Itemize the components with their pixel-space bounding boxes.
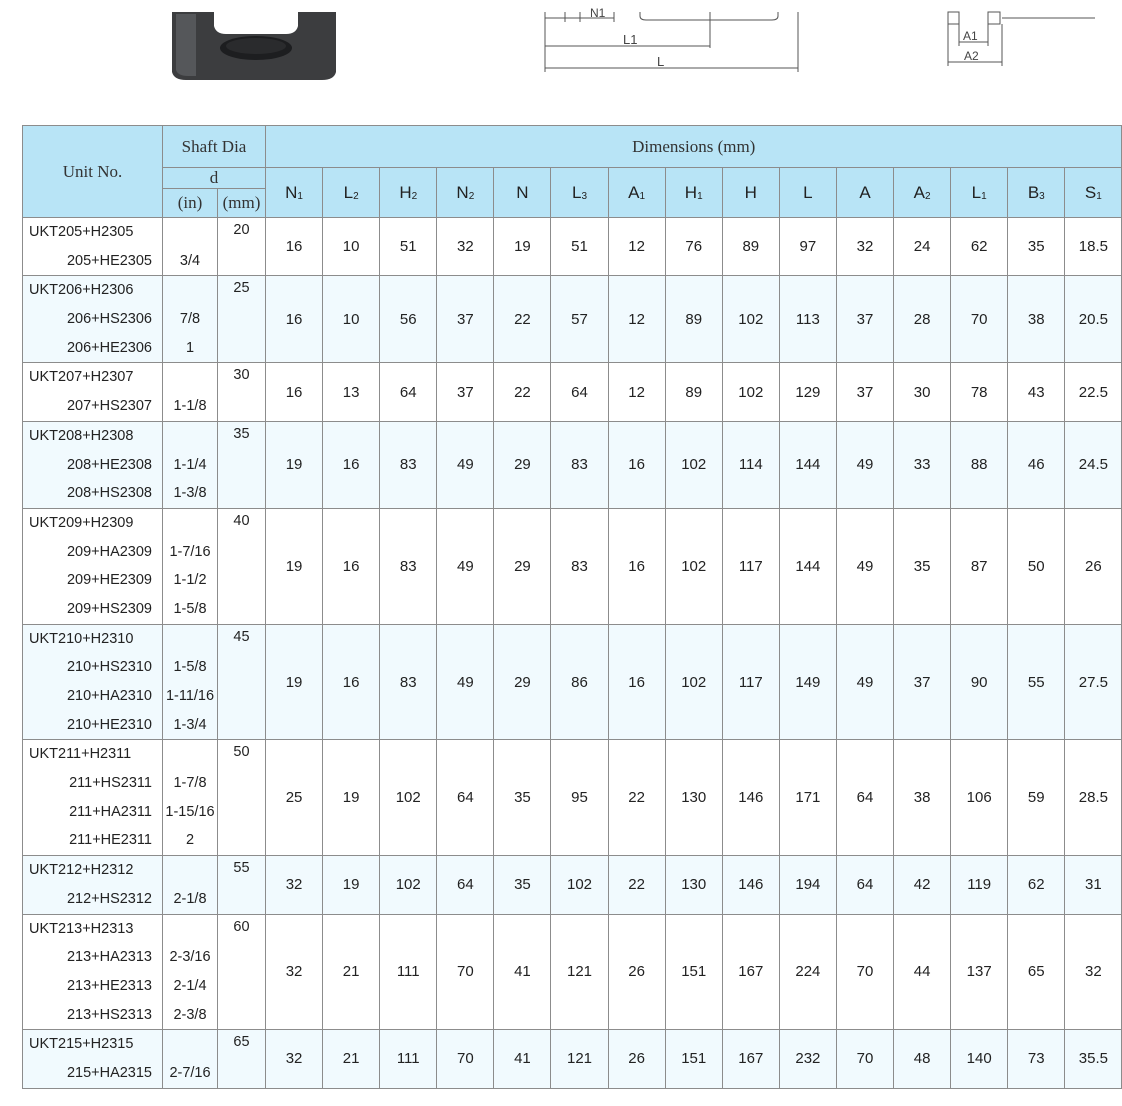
dimension-value: 42 [894,856,951,914]
shaft-dia-in [163,915,217,944]
dimension-value: 83 [380,508,437,624]
dimension-value: 121 [551,1030,608,1088]
dimension-value: 28.5 [1065,740,1122,856]
dim-symbol-N: N [494,168,551,218]
dimension-value: 41 [494,1030,551,1088]
unit-no: UKT215+H2315 [29,1036,134,1053]
table-row [23,856,1122,914]
dimension-value: 10 [323,276,380,363]
shaft-dia-in-cell [163,624,218,740]
shaft-dia-in-cell [163,421,218,508]
dimension-value: 21 [323,1030,380,1088]
dimension-value: 113 [779,276,836,363]
unit-no: 206+HE2306 [66,339,152,356]
shaft-dia-in: 1-1/4 [173,456,207,473]
shaft-dia-in: 2 [185,832,195,849]
dimension-value: 55 [1008,624,1065,740]
dimension-value: 27.5 [1065,624,1122,740]
technical-drawing [0,0,1095,110]
dimension-value: 117 [722,508,779,624]
dimension-value: 22 [608,740,665,856]
unit-no: UKT210+H2310 [29,630,134,647]
dimension-value: 16 [323,421,380,508]
dimension-value: 88 [951,421,1008,508]
unit-no: 207+HS2307 [66,398,152,415]
shaft-dia-in: 2-1/8 [173,890,207,907]
shaft-dia-in [163,276,217,305]
unit-no: 211+HA2311 [69,803,152,820]
dimension-value: 102 [665,508,722,624]
dimension-value: 144 [779,421,836,508]
dimension-value: 48 [894,1030,951,1088]
dimension-value: 111 [380,914,437,1030]
table-row [23,218,1122,276]
dimension-value: 194 [779,856,836,914]
dimension-value: 38 [1008,276,1065,363]
dimension-value: 62 [951,218,1008,276]
dimension-value: 24.5 [1065,421,1122,508]
dim-symbol-L: L [779,168,836,218]
shaft-dia-mm: 55 [218,856,266,914]
dimension-value: 22 [494,276,551,363]
dimension-value: 83 [380,624,437,740]
shaft-dia-in [163,218,217,247]
dimension-value: 171 [779,740,836,856]
dimension-value: 70 [836,1030,893,1088]
dimension-value: 37 [894,624,951,740]
dimension-value: 106 [951,740,1008,856]
drawing-area [0,0,1095,110]
dimension-value: 22 [494,363,551,421]
unit-no: 212+HS2312 [66,890,152,907]
shaft-dia-in-cell [163,508,218,624]
dim-symbol-N2: $N_2$ [437,168,494,218]
dimension-value: 26 [608,1030,665,1088]
dimension-value: 102 [551,856,608,914]
dimension-value: 137 [951,914,1008,1030]
header-dimensions: Dimensions (mm) [266,126,1122,168]
dimension-value: 149 [779,624,836,740]
unit-no: UKT209+H2309 [29,514,134,531]
shaft-dia-in: 1-3/4 [173,716,207,733]
dim-symbol-L2: $L_2$ [323,168,380,218]
dimension-value: 35 [494,740,551,856]
dimension-value: 51 [380,218,437,276]
dimension-value: 140 [951,1030,1008,1088]
unit-no: UKT206+H2306 [29,282,134,299]
dim-symbol-L3: $L_3$ [551,168,608,218]
dimension-table [22,125,1122,1089]
dim-symbol-H2: $H_2$ [380,168,437,218]
dimension-value: 70 [437,1030,494,1088]
dimension-value: 86 [551,624,608,740]
shaft-dia-in-cell [163,363,218,421]
shaft-dia-in [163,625,217,654]
unit-no: 211+HE2311 [69,832,152,849]
dimension-value: 144 [779,508,836,624]
unit-no: UKT213+H2313 [29,920,134,937]
dimension-value: 43 [1008,363,1065,421]
shaft-dia-mm: 60 [218,914,266,1030]
dimension-table-container [22,125,1108,1089]
shaft-dia-mm: 50 [218,740,266,856]
dimension-value: 51 [551,218,608,276]
dimension-value: 19 [494,218,551,276]
table-row [23,1030,1122,1088]
shaft-dia-in: 1-7/8 [173,775,207,792]
dim-symbol-A2: $A_2$ [894,168,951,218]
dimension-value: 44 [894,914,951,1030]
dimension-value: 97 [779,218,836,276]
dimension-value: 102 [380,740,437,856]
shaft-dia-in: 1-1/8 [173,398,207,415]
shaft-dia-mm: 45 [218,624,266,740]
unit-no: UKT205+H2305 [29,224,134,240]
dimension-value: 29 [494,508,551,624]
dimension-value: 119 [951,856,1008,914]
shaft-dia-mm: 35 [218,421,266,508]
shaft-dia-mm: 25 [218,276,266,363]
dimension-value: 35.5 [1065,1030,1122,1088]
dimension-value: 26 [608,914,665,1030]
shaft-dia-in: 1-5/8 [173,659,207,676]
shaft-dia-in: 1-1/2 [173,572,207,589]
dimension-value: 16 [323,624,380,740]
unit-no: 210+HS2310 [66,659,152,676]
dimension-value: 59 [1008,740,1065,856]
dimension-value: 24 [894,218,951,276]
dimension-value: 49 [836,508,893,624]
dimension-value: 151 [665,1030,722,1088]
header-unit-no: Unit No. [23,126,163,218]
dimension-value: 29 [494,624,551,740]
dimension-value: 89 [665,363,722,421]
dim-symbol-S1: $S_1$ [1065,168,1122,218]
dimension-value: 37 [836,363,893,421]
table-body [23,218,1122,1089]
dimension-value: 13 [323,363,380,421]
table-row [23,624,1122,740]
dimension-value: 19 [266,421,323,508]
dimension-value: 32 [836,218,893,276]
unit-no: UKT207+H2307 [29,369,134,386]
shaft-dia-in: 1-15/16 [165,803,215,820]
dimension-value: 167 [722,1030,779,1088]
svg-text:A1: A1 [963,29,978,43]
shaft-dia-mm: 20 [218,218,266,276]
dimension-value: 64 [836,856,893,914]
unit-no-cell [23,914,163,1030]
dimension-value: 26 [1065,508,1122,624]
unit-no: UKT211+H2311 [29,746,132,763]
dimension-value: 167 [722,914,779,1030]
unit-no: 210+HE2310 [66,716,152,733]
dimension-value: 19 [266,508,323,624]
dim-symbol-H: H [722,168,779,218]
dimension-value: 16 [608,421,665,508]
dimension-value: 121 [551,914,608,1030]
dimension-value: 19 [266,624,323,740]
shaft-dia-in: 2-7/16 [169,1064,211,1081]
table-row [23,740,1122,856]
dimension-value: 70 [437,914,494,1030]
dimension-value: 20.5 [1065,276,1122,363]
dimension-value: 95 [551,740,608,856]
shaft-dia-in-cell [163,1030,218,1088]
dimension-value: 102 [665,421,722,508]
dimension-value: 111 [380,1030,437,1088]
dimension-value: 25 [266,740,323,856]
shaft-dia-in: 1-11/16 [165,688,215,704]
dimension-value: 37 [437,276,494,363]
dim-symbol-A1: $A_1$ [608,168,665,218]
dimension-value: 32 [1065,914,1122,1030]
shaft-dia-in: 7/8 [179,311,201,328]
dim-symbol-B3: $B_3$ [1008,168,1065,218]
svg-text:N1: N1 [590,6,606,20]
shaft-dia-in-cell [163,914,218,1030]
dimension-value: 130 [665,740,722,856]
unit-no: 208+HS2308 [66,485,152,502]
dimension-value: 76 [665,218,722,276]
shaft-dia-in: 1 [185,339,195,356]
dimension-value: 64 [437,856,494,914]
unit-no: 209+HA2309 [66,543,152,560]
dim-symbol-H1: $H_1$ [665,168,722,218]
unit-no: 209+HE2309 [66,572,152,589]
dimension-value: 16 [608,508,665,624]
dimension-value: 49 [836,421,893,508]
dimension-value: 35 [1008,218,1065,276]
dimension-value: 102 [380,856,437,914]
header-shaft-dia: Shaft Dia [163,126,266,168]
dimension-value: 64 [380,363,437,421]
dimension-value: 49 [437,421,494,508]
dimension-value: 49 [437,624,494,740]
shaft-dia-mm: 40 [218,508,266,624]
dimension-value: 32 [437,218,494,276]
dimension-value: 28 [894,276,951,363]
dimension-value: 64 [437,740,494,856]
svg-text:L1: L1 [623,32,638,47]
dimension-value: 151 [665,914,722,1030]
shaft-dia-in [163,740,217,769]
dimension-value: 30 [894,363,951,421]
dimension-value: 32 [266,856,323,914]
dimension-value: 33 [894,421,951,508]
shaft-dia-in [163,363,217,392]
unit-no: 213+HE2313 [66,977,152,994]
dimension-value: 70 [836,914,893,1030]
table-row [23,508,1122,624]
dimension-value: 146 [722,856,779,914]
dimension-value: 89 [665,276,722,363]
dimension-value: 35 [494,856,551,914]
dimension-value: 32 [266,1030,323,1088]
unit-no-cell [23,856,163,914]
dimension-value: 16 [323,508,380,624]
unit-no: 215+HA2315 [66,1064,152,1081]
shaft-dia-in: 1-3/8 [173,485,207,502]
dimension-value: 10 [323,218,380,276]
shaft-dia-in [163,509,217,538]
unit-no-cell [23,1030,163,1088]
dimension-value: 146 [722,740,779,856]
dimension-value: 19 [323,856,380,914]
dimension-value: 64 [836,740,893,856]
shaft-dia-in: 2-1/4 [173,977,207,994]
shaft-dia-in: 3/4 [179,252,201,269]
unit-no: 213+HA2313 [66,949,152,966]
dimension-value: 65 [1008,914,1065,1030]
shaft-dia-in: 2-3/16 [169,949,211,966]
unit-no-cell [23,624,163,740]
unit-no: 206+HS2306 [66,311,152,328]
dimension-value: 49 [437,508,494,624]
table-row [23,276,1122,363]
dimension-value: 78 [951,363,1008,421]
dimension-value: 16 [266,363,323,421]
dimension-value: 70 [951,276,1008,363]
unit-no: 213+HS2313 [66,1006,152,1023]
unit-no: 211+HS2311 [69,775,152,792]
dimension-value: 12 [608,363,665,421]
dimension-value: 49 [836,624,893,740]
dimension-value: 50 [1008,508,1065,624]
dimension-value: 12 [608,218,665,276]
dimension-value: 19 [323,740,380,856]
dimension-value: 224 [779,914,836,1030]
dim-symbol-N1: $N_1$ [266,168,323,218]
dimension-value: 102 [722,276,779,363]
unit-no-cell [23,218,163,276]
product-photo [172,12,336,80]
shaft-dia-in [163,1030,217,1059]
dimension-value: 102 [665,624,722,740]
dimension-value: 22 [608,856,665,914]
shaft-dia-in: 1-5/8 [173,600,207,617]
dimension-value: 32 [266,914,323,1030]
dimension-value: 31 [1065,856,1122,914]
dimension-value: 22.5 [1065,363,1122,421]
dimension-value: 46 [1008,421,1065,508]
dimension-value: 73 [1008,1030,1065,1088]
unit-no: 208+HE2308 [66,456,152,473]
dimension-value: 41 [494,914,551,1030]
shaft-dia-in: 1-7/16 [169,543,211,560]
shaft-dia-mm: 30 [218,363,266,421]
dimension-value: 129 [779,363,836,421]
unit-no-cell [23,276,163,363]
table-row [23,421,1122,508]
unit-no-cell [23,363,163,421]
dimension-drawing-side [545,12,798,72]
shaft-dia-in [163,422,217,451]
dimension-value: 18.5 [1065,218,1122,276]
shaft-dia-in-cell [163,740,218,856]
dimension-value: 35 [894,508,951,624]
svg-text:A2: A2 [964,49,979,63]
unit-no: 205+HE2305 [66,252,152,269]
dimension-value: 12 [608,276,665,363]
dimension-value: 89 [722,218,779,276]
dimension-value: 37 [437,363,494,421]
dimension-value: 83 [380,421,437,508]
table-row [23,914,1122,1030]
header-in: (in) [163,189,218,218]
dimension-value: 56 [380,276,437,363]
shaft-dia-in-cell [163,856,218,914]
dimension-value: 38 [894,740,951,856]
unit-no: UKT208+H2308 [29,427,134,444]
dimension-value: 37 [836,276,893,363]
unit-no: 210+HA2310 [66,688,152,704]
dimension-value: 117 [722,624,779,740]
dimension-value: 87 [951,508,1008,624]
dimension-value: 130 [665,856,722,914]
svg-text:L: L [657,54,665,69]
dimension-value: 16 [608,624,665,740]
unit-no-cell [23,421,163,508]
shaft-dia-mm: 65 [218,1030,266,1088]
unit-no-cell [23,508,163,624]
shaft-dia-in [163,856,217,885]
dimension-value: 21 [323,914,380,1030]
dimension-value: 62 [1008,856,1065,914]
dim-symbol-A: A [836,168,893,218]
dimension-value: 90 [951,624,1008,740]
table-row [23,363,1122,421]
dimension-value: 16 [266,218,323,276]
dimension-value: 57 [551,276,608,363]
unit-no-cell [23,740,163,856]
dim-symbol-L1: $L_1$ [951,168,1008,218]
shaft-dia-in: 2-3/8 [173,1006,207,1023]
unit-no: UKT212+H2312 [29,862,134,879]
dimension-value: 16 [266,276,323,363]
dimension-value: 83 [551,508,608,624]
dimension-value: 102 [722,363,779,421]
dimension-value: 64 [551,363,608,421]
dimension-value: 29 [494,421,551,508]
dimension-value: 114 [722,421,779,508]
header-mm: (mm) [218,189,266,218]
unit-no: 209+HS2309 [66,600,152,617]
header-d: d [163,168,266,189]
shaft-dia-in-cell [163,218,218,276]
shaft-dia-in-cell [163,276,218,363]
dimension-value: 232 [779,1030,836,1088]
dimension-value: 83 [551,421,608,508]
